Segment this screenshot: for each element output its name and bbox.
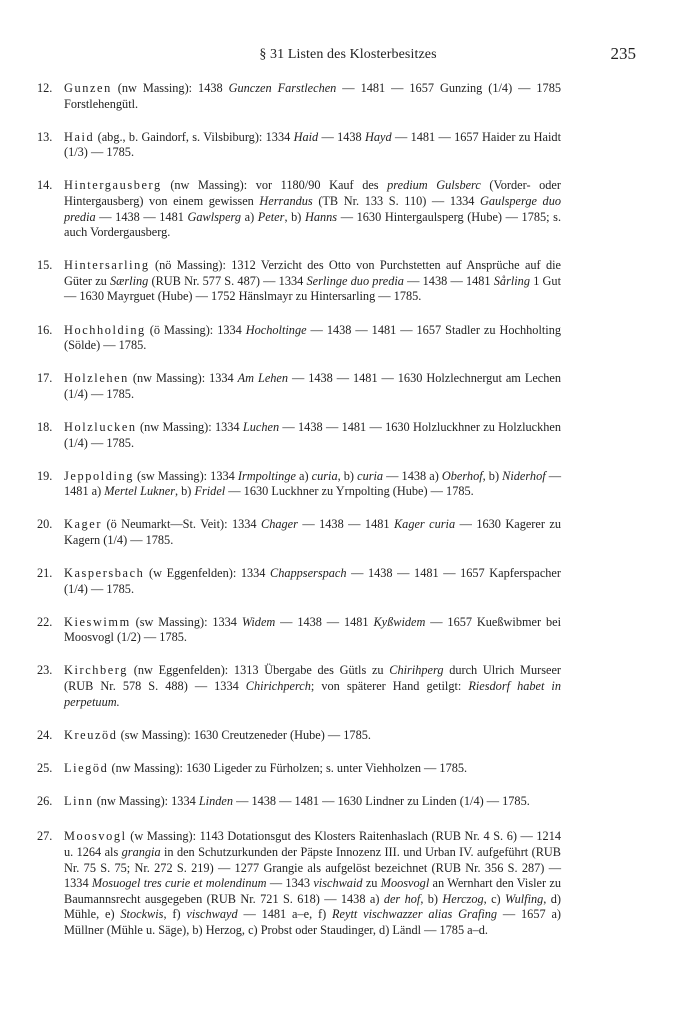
entry-text: (abg., b. Gaindorf, s. Vilsbiburg): 1334 [94,129,294,144]
historic-name: Herczog [442,891,484,906]
historic-name: Gunczen Farstlechen [228,81,337,95]
historic-name: Serlinge duo predia [306,273,404,288]
entry-text: — 1657 Kueßwibmer bei Moosvogl (1/2) — 1785. [64,614,561,645]
entry-number: 19. [37,468,53,483]
entry-number: 22. [37,614,53,629]
entry-text: (nw Massing): 1334 [93,793,199,808]
entry-text: (sw Massing): 1630 Creutzeneder (Hube) — 1785. [117,727,371,742]
place-name: Holzlucken [64,419,137,434]
list-item [37,420,561,451]
entry-text: — 1438 [318,129,366,144]
entry-text: — 1438 — 1481 — 1657 Stadler zu Hochholting (Sölde) — 1785. [64,322,561,353]
list-item [37,794,561,810]
historic-name: Gaulsperge duo predia [64,193,561,224]
list-item [37,81,561,112]
page-number: 235 [610,44,636,63]
entry-text: , d) Mühle, e) [64,891,562,922]
entry-text: — 1438 — 1481 [275,614,374,629]
historic-name: vischwayd [186,907,238,922]
place-name: Kaspersbach [64,565,145,580]
entry-text: — 1438 — 1481 — 1630 Lindner zu Linden (1/4) — 1785. [233,793,530,808]
entry-text: , f) [163,907,187,922]
entry-number: 13. [37,129,53,144]
entry-text: (nw Eggenfelden): 1313 Übergabe des Gütls zu [128,663,390,678]
historic-name: vischwaid [313,876,363,891]
entry-text: (TB Nr. 133 S. 110) — 1334 [312,193,481,208]
entry-text: — 1657 a) Müllner (Mühle u. Säge), b) Herzog, c) Probst oder Staudinger, d) Ländl — 1785 a–d. [64,907,562,937]
entry-text: , c) [483,891,506,906]
list-item [37,130,561,161]
historic-name: Særling [110,273,149,288]
place-name: Gunzen [64,81,112,95]
list-item [37,615,561,646]
list-item [37,566,561,597]
list-item [37,728,561,744]
historic-name: Haid [293,129,319,144]
historic-name: Chirichperch [245,678,311,693]
entry-number: 23. [37,663,53,678]
entry-text: (nw Massing): 1438 [111,81,229,95]
historic-name: Mertel Lukner [104,484,175,499]
historic-name: Chirihperg [389,663,444,678]
place-name: Linn [64,793,94,808]
historic-name: Herrandus [259,193,313,208]
historic-name: Riesdorf habet in perpetuum. [64,678,561,709]
historic-name: der hof [383,891,421,906]
entry-number: 26. [37,793,53,808]
entry-text: — 1481 — 1657 Haider zu Haidt (1/3) — 1785. [64,129,561,160]
historic-name: Chager [261,517,298,532]
historic-name: Mosuogel tres curie et molendinum [91,876,267,891]
historic-name: Hayd [365,129,392,144]
historic-name: Linden [198,793,233,808]
historic-name: curia [311,468,338,483]
place-name: Kager [64,517,103,532]
section-title: § 31 Listen des Klosterbesitzes [259,47,437,62]
historic-name: Oberhof [441,468,483,483]
historic-name: Luchen [242,419,280,434]
historic-name: grangia [121,845,161,859]
historic-name: Am Lehen [237,371,289,386]
historic-name: Reytt vischwazzer alias Grafing [332,907,498,922]
list-item [37,761,561,777]
historic-name: Wulfing [505,891,544,906]
place-name: Hintersarling [64,258,150,273]
historic-name: Peter [257,209,285,224]
entry-text: (nw Massing): 1334 [128,371,238,386]
historic-name: Hanns [304,209,338,224]
entry-text: — 1481 a–e, f) [237,907,333,922]
entry-text: , b) [337,468,358,483]
entry-number: 16. [37,322,53,337]
historic-name: Stockwis [120,907,164,922]
historic-name: Irmpoltinge [237,468,296,483]
historic-name: predium Gulsberc [387,178,481,193]
entry-text: — 1438 — 1481 — 1630 Holzlechnergut am Lechen (1/4) — 1785. [64,371,561,401]
entry-text: (w Massing): 1143 Dotationsgut des Klosters Raitenhaslach (RUB Nr. 4 S. 6) — 1214 u. 1264 als [64,829,561,859]
place-name: Haid [64,129,95,144]
entry-text: an Wernhart den Visler zu Baumannsrecht ausgegeben (RUB Nr. 721 S. 618) — 1438 a) [64,876,562,906]
historic-name: Chappserspach [270,565,347,580]
entry-text: — 1630 Hintergaulsperg (Hube) — 1785; s. auch Vordergausberg. [64,209,562,240]
entry-text: — 1438 — 1481 — 1657 Kapferspacher (1/4) — 1785. [64,565,561,596]
historic-name: Gawlsperg [187,209,242,224]
entry-number: 21. [37,565,53,580]
entry-number: 24. [37,727,53,742]
place-name: Hintergausberg [64,178,162,193]
list-item [37,178,561,240]
entry-text: a) [295,468,312,483]
entry-text: (sw Massing): 1334 [133,468,238,483]
entry-text: — 1438 a) [383,468,442,483]
entry-text: 1 Gut — 1630 Mayrguet (Hube) — 1752 Hänslmayr zu Hintersarling — 1785. [64,273,561,304]
entry-text: — 1438 — 1481 [297,517,394,532]
entry-text: zu [362,876,381,891]
entry-text: , b) [482,468,503,483]
entry-number: 12. [37,81,53,95]
historic-name: Niderhof [502,468,546,483]
entry-text: — 1438 — 1481 [403,273,494,288]
historic-name: curia [357,468,384,483]
entry-text: — 1438 — 1481 [95,209,188,224]
historic-name: Kager curia [393,517,456,532]
entry-text: in den Schutzurkunden der Päpste Innozenz III. und Urban IV. aufgeführt (RUB Nr. 75 S. 75; Nr. 272 S. 219) — 1277 Grangie als aufgelöst bezeichnet (RUB Nr. 356 S. 287) — 1334 [64,845,561,891]
entry-text: (RUB Nr. 577 S. 487) — 1334 [148,273,307,288]
place-name: Liegöd [64,760,109,775]
entry-text: (w Eggenfelden): 1334 [144,565,270,580]
entry-number: 18. [37,419,53,434]
entry-text: (ö Massing): 1334 [145,322,246,337]
historic-name: Kyßwidem [373,614,426,629]
entry-number: 17. [37,371,53,386]
entry-list [37,81,561,956]
place-name: Kreuzöd [64,727,118,742]
entry-text: — 1630 Kagerer zu Kagern (1/4) — 1785. [64,517,562,547]
entry-text: (nö Massing): 1312 Verzicht des Otto von Purchstetten auf Ansprüche auf die Güter zu [64,258,561,288]
place-name: Moosvogl [64,829,127,844]
historic-name: Widem [241,614,276,629]
entry-number: 14. [37,178,53,193]
entry-text: — 1481 a) [64,468,562,499]
place-name: Holzlehen [64,371,129,386]
entry-text: (ö Neumarkt—St. Veit): 1334 [102,517,262,532]
entry-text: durch Ulrich Murseer (RUB Nr. 578 S. 488) — 1334 [64,663,561,693]
list-item [37,323,561,354]
entry-text: , b) [175,484,195,499]
place-name: Jeppolding [64,468,134,483]
entry-number: 25. [37,760,53,775]
entry-number: 15. [37,258,53,273]
entry-text: a) [241,209,258,224]
entry-text: , b) [284,209,305,224]
entry-number: 27. [37,829,53,844]
entry-text: — 1630 Luckhner zu Yrnpolting (Hube) — 1785. [225,484,474,499]
list-item [37,469,561,500]
entry-text: , b) [420,891,443,906]
entry-text: — 1343 [266,876,314,891]
entry-text: — 1438 — 1481 — 1630 Holzluckhner zu Holzluckhen (1/4) — 1785. [64,419,562,450]
list-item [37,371,561,402]
entry-text: ; von späterer Hand getilgt: [310,678,469,693]
historic-name: Fridel [194,484,226,499]
running-head [60,44,636,66]
list-item [37,663,561,710]
historic-name: Hocholtinge [245,322,307,337]
entry-text: (nw Massing): 1334 [136,419,243,434]
list-item [37,829,561,938]
list-item [37,258,561,305]
place-name: Kieswimm [64,614,131,629]
entry-number: 20. [37,517,53,532]
list-item [37,517,561,548]
place-name: Kirchberg [64,663,129,678]
place-name: Hochholding [64,322,146,337]
historic-name: Moosvogl [380,876,430,891]
historic-name: Sårling [493,273,530,288]
entry-text: — 1481 — 1657 Gunzing (1/4) — 1785 Forstlehengütl. [64,81,561,111]
entry-text: (nw Massing): 1630 Ligeder zu Fürholzen; s. unter Viehholzen — 1785. [108,760,468,775]
entry-text: (nw Massing): vor 1180/90 Kauf des [161,178,388,193]
entry-text: (Vorder- oder Hintergausberg) von einem gewissen [64,178,561,208]
entry-text: (sw Massing): 1334 [130,614,242,629]
